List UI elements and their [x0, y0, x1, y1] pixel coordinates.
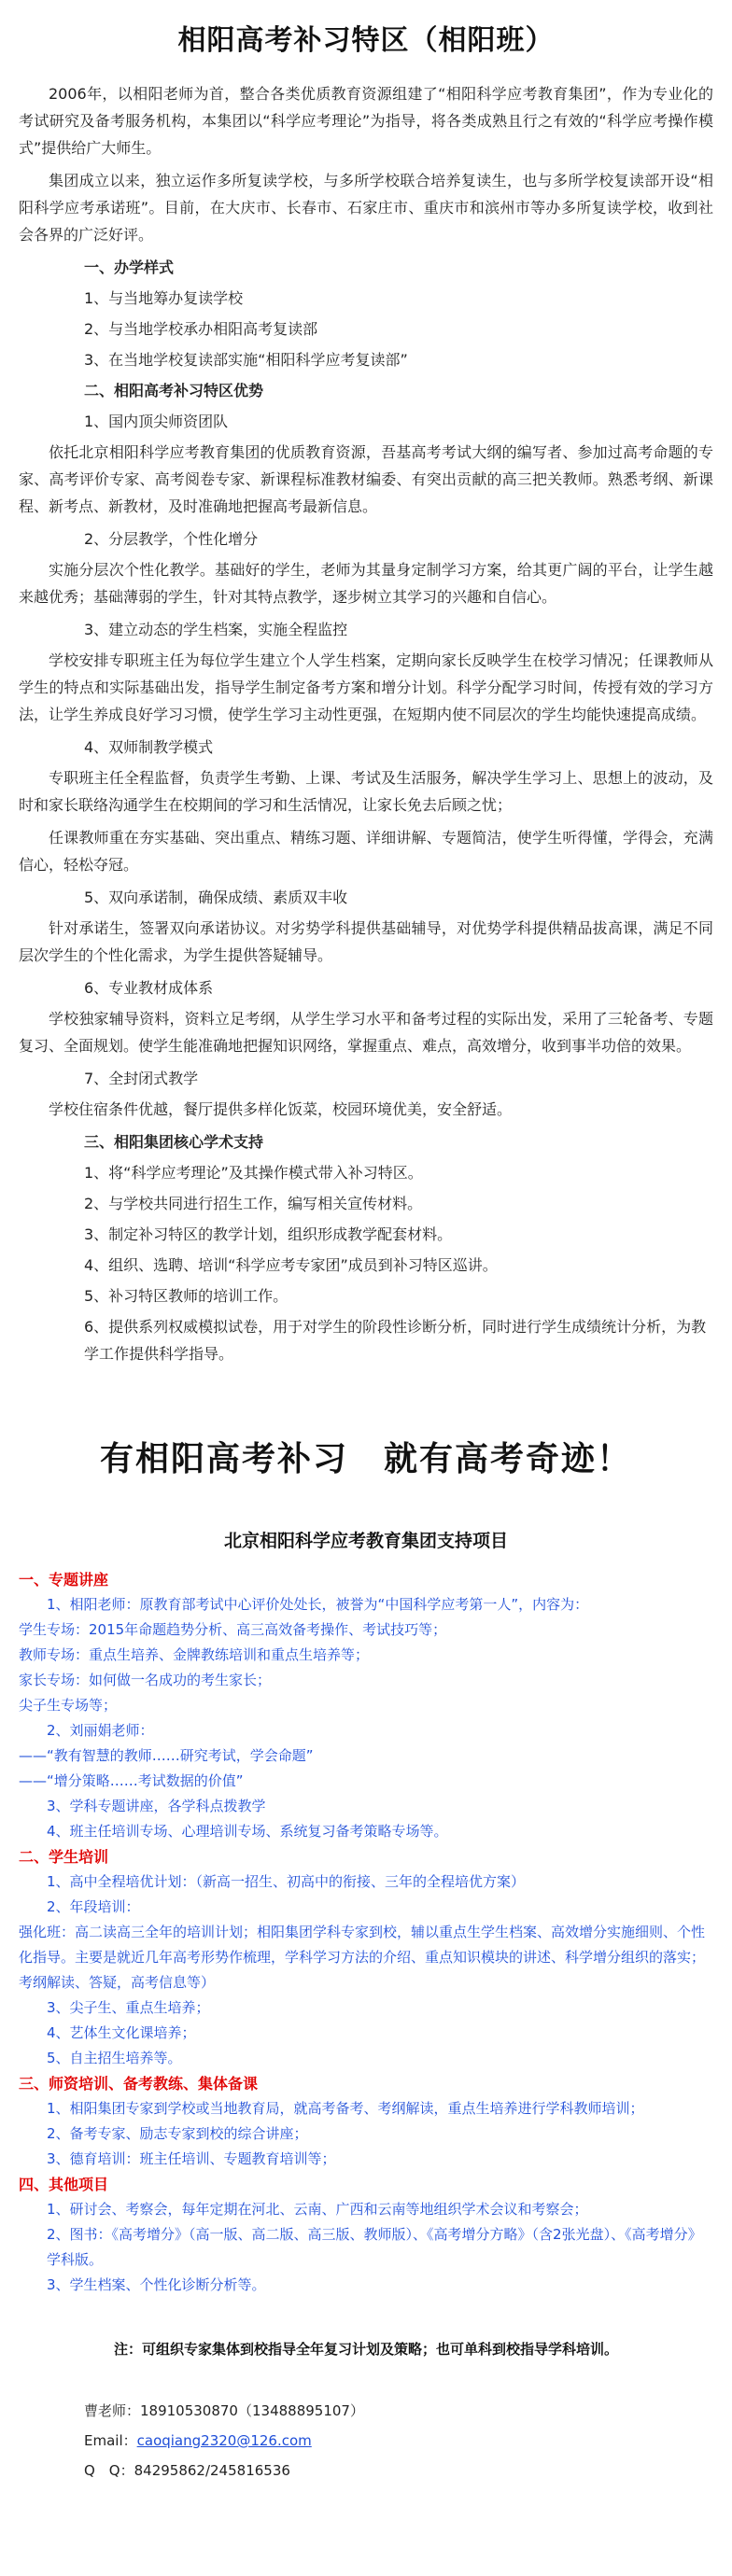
support-item: 1、将“科学应考理论”及其操作模式带入补习特区。 — [84, 1164, 423, 1182]
advantage-text: 实施分层次个性化教学。基础好的学生，老师为其量身定制学习方案，给其更广阔的平台，让学生越来越优秀；基础薄弱的学生，针对其特点教学，逐步树立其学习的兴趣和自信心。 — [19, 561, 713, 606]
email-label: Email： — [84, 2432, 137, 2449]
contact-phone: 曹老师：18910530870（13488895107） — [84, 2402, 364, 2419]
project-line: 强化班：高二读高三全年的培训计划；相阳集团学科专家到校，辅以重点生学生档案、高效增分实施细则、个性化指导。主要是就近几年高考形势作梳理，学科学习方法的介绍、重点知识模块的讲述、科学增分组织的落实；考纲解读、答疑，高考信息等） — [19, 1924, 706, 1991]
support-item: 6、提供系列权威模拟试卷，用于对学生的阶段性诊断分析，同时进行学生成绩统计分析，为教学工作提供科学指导。 — [84, 1318, 707, 1363]
support-item: 3、制定补习特区的教学计划，组织形成教学配套材料。 — [84, 1225, 453, 1243]
email-link[interactable]: caoqiang2320@126.com — [136, 2432, 312, 2449]
advantage-text: 依托北京相阳科学应考教育集团的优质教育资源，吾基高考考试大纲的编写者、参加过高考命题的专家、高考评价专家、高考阅卷专家、新课程标准教材编委、有突出贡献的高三把关教师。熟悉考纲、新课程、新考点、新教材，及时准确地把握高考最新信息。 — [19, 443, 713, 515]
project-line: 学生专场：2015年命题趋势分析、高三高效备考操作、考试技巧等； — [19, 1621, 447, 1638]
contact-qq: Q Q：84295862/245816536 — [84, 2462, 290, 2479]
project-line: 3、学科专题讲座，各学科点拨教学 — [47, 1798, 266, 1814]
project-line: 3、尖子生、重点生培养； — [47, 1999, 210, 2016]
project-heading-4: 四、其他项目 — [19, 2176, 109, 2193]
project-line: 1、相阳老师：原教育部考试中心评价处处长，被誉为“中国科学应考第一人”，内容为： — [47, 1596, 589, 1613]
advantage-text: 任课教师重在夯实基础、突出重点、精练习题、详细讲解、专题简洁，使学生听得懂，学得会，充满信心，轻松夺冠。 — [19, 829, 713, 874]
project-line: 3、学生档案、个性化诊断分析等。 — [47, 2276, 266, 2293]
project-line: 2、刘丽娟老师： — [47, 1722, 154, 1739]
section1-item: 3、在当地学校复读部实施“相阳科学应考复读部” — [84, 351, 408, 369]
section1-item: 2、与当地学校承办相阳高考复读部 — [84, 320, 318, 338]
advantage-label: 2、分层教学，个性化增分 — [84, 530, 259, 548]
advantage-text: 学校独家辅导资料，资料立足考纲，从学生学习水平和备考过程的实际出发，采用了三轮备考、专题复习、全面规划。使学生能准确地把握知识网络，掌握重点、难点，高效增分，收到事半功倍的效果。 — [19, 1010, 713, 1055]
note-text: 注：可组织专家集体到校指导全年复习计划及策略；也可单科到校指导学科培训。 — [113, 2341, 618, 2358]
project-line: 1、研讨会、考察会，每年定期在河北、云南、广西和云南等地组织学术会议和考察会； — [47, 2201, 588, 2218]
intro-paragraph-1: 2006年，以相阳老师为首，整合各类优质教育资源组建了“相阳科学应考教育集团”，作为专业化的考试研究及备考服务机构，本集团以“科学应考理论”为指导，将各类成熟且行之有效的“科学应考操作模式”提供给广大师生。 — [19, 85, 713, 157]
support-item: 5、补习特区教师的培训工作。 — [84, 1287, 289, 1305]
project-line: 教师专场：重点生培养、金牌教练培训和重点生培养等； — [19, 1646, 370, 1663]
section-heading-1: 一、办学样式 — [84, 259, 175, 276]
project-line: 尖子生专场等； — [19, 1697, 118, 1714]
support-item: 2、与学校共同进行招生工作，编写相关宣传材料。 — [84, 1195, 423, 1212]
advantage-text: 学校安排专职班主任为每位学生建立个人学生档案，定期向家长反映学生在校学习情况；任课教师从学生的特点和实际基础出发，指导学生制定备考方案和增分计划。科学分配学习时间，传授有效的学习方法，让学生养成良好学习习惯，使学生学习主动性更强，在短期内使不同层次的学生均能快速提高成绩。 — [19, 651, 713, 723]
project-heading-1: 一、专题讲座 — [19, 1571, 109, 1589]
advantage-label: 7、全封闭式教学 — [84, 1070, 199, 1087]
section-heading-2: 二、相阳高考补习特区优势 — [84, 382, 264, 399]
project-line: 1、高中全程培优计划：（新高一招生、初高中的衔接、三年的全程培优方案） — [47, 1873, 526, 1890]
project-line: 4、艺体生文化课培养； — [47, 2024, 196, 2041]
contact-email-row — [19, 2426, 713, 2456]
slogan: 有相阳高考补习 就有高考奇迹！ — [99, 1439, 632, 1478]
project-line: 4、班主任培训专场、心理培训专场、系统复习备考策略专场等。 — [47, 1823, 448, 1840]
project-line: 3、德育培训：班主任培训、专题教育培训等； — [47, 2150, 336, 2167]
project-line: 家长专场：如何做一名成功的考生家长； — [19, 1672, 272, 1688]
advantage-text: 针对承诺生，签署双向承诺协议。对劣势学科提供基础辅导，对优势学科提供精品拔高课，满足不同层次学生的个性化需求，为学生提供答疑辅导。 — [19, 919, 713, 964]
project-line: ——“增分策略……考试数据的价值” — [19, 1772, 244, 1789]
project-heading-2: 二、学生培训 — [19, 1848, 109, 1866]
advantage-label: 1、国内顶尖师资团队 — [84, 413, 229, 430]
advantage-label: 6、专业教材成体系 — [84, 979, 214, 997]
advantage-text: 专职班主任全程监督，负责学生考勤、上课、考试及生活服务，解决学生学习上、思想上的波动，及时和家长联络沟通学生在校期间的学习和生活情况，让家长免去后顾之忧； — [19, 769, 713, 814]
project-line: 1、相阳集团专家到学校或当地教育局，就高考备考、考纲解读，重点生培养进行学科教师培训； — [47, 2100, 644, 2117]
project-line: 5、自主招生培养等。 — [47, 2050, 182, 2066]
advantage-text: 学校住宿条件优越，餐厅提供多样化饭菜，校园环境优美，安全舒适。 — [49, 1100, 513, 1118]
page-title: 相阳高考补习特区（相阳班） — [177, 24, 555, 57]
project-line: 2、备考专家、励志专家到校的综合讲座； — [47, 2125, 308, 2142]
intro-paragraph-2: 集团成立以来，独立运作多所复读学校，与多所学校联合培养复读生，也与多所学校复读部开设“相阳科学应考承诺班”。目前，在大庆市、长春市、石家庄市、重庆市和滨州市等办多所复读学校，收到社会各界的广泛好评。 — [19, 172, 713, 244]
support-item: 4、组织、选聘、培训“科学应考专家团”成员到补习特区巡讲。 — [84, 1256, 498, 1274]
project-line: 2、图书：《高考增分》（高一版、高二版、高三版、教师版）、《高考增分方略》（含2张光盘）、《高考增分》学科版。 — [47, 2226, 702, 2268]
project-heading-3: 三、师资培训、备考教练、集体备课 — [19, 2075, 259, 2093]
project-line: ——“教有智慧的教师……研究考试，学会命题” — [19, 1747, 314, 1764]
advantage-label: 4、双师制教学模式 — [84, 738, 214, 756]
support-title: 北京相阳科学应考教育集团支持项目 — [223, 1531, 508, 1551]
advantage-label: 3、建立动态的学生档案，实施全程监控 — [84, 621, 348, 638]
project-line: 2、年段培训： — [47, 1898, 140, 1915]
section1-item: 1、与当地筹办复读学校 — [84, 289, 244, 307]
advantage-label: 5、双向承诺制，确保成绩、素质双丰收 — [84, 889, 348, 906]
section-heading-3: 三、相阳集团核心学术支持 — [84, 1133, 264, 1151]
